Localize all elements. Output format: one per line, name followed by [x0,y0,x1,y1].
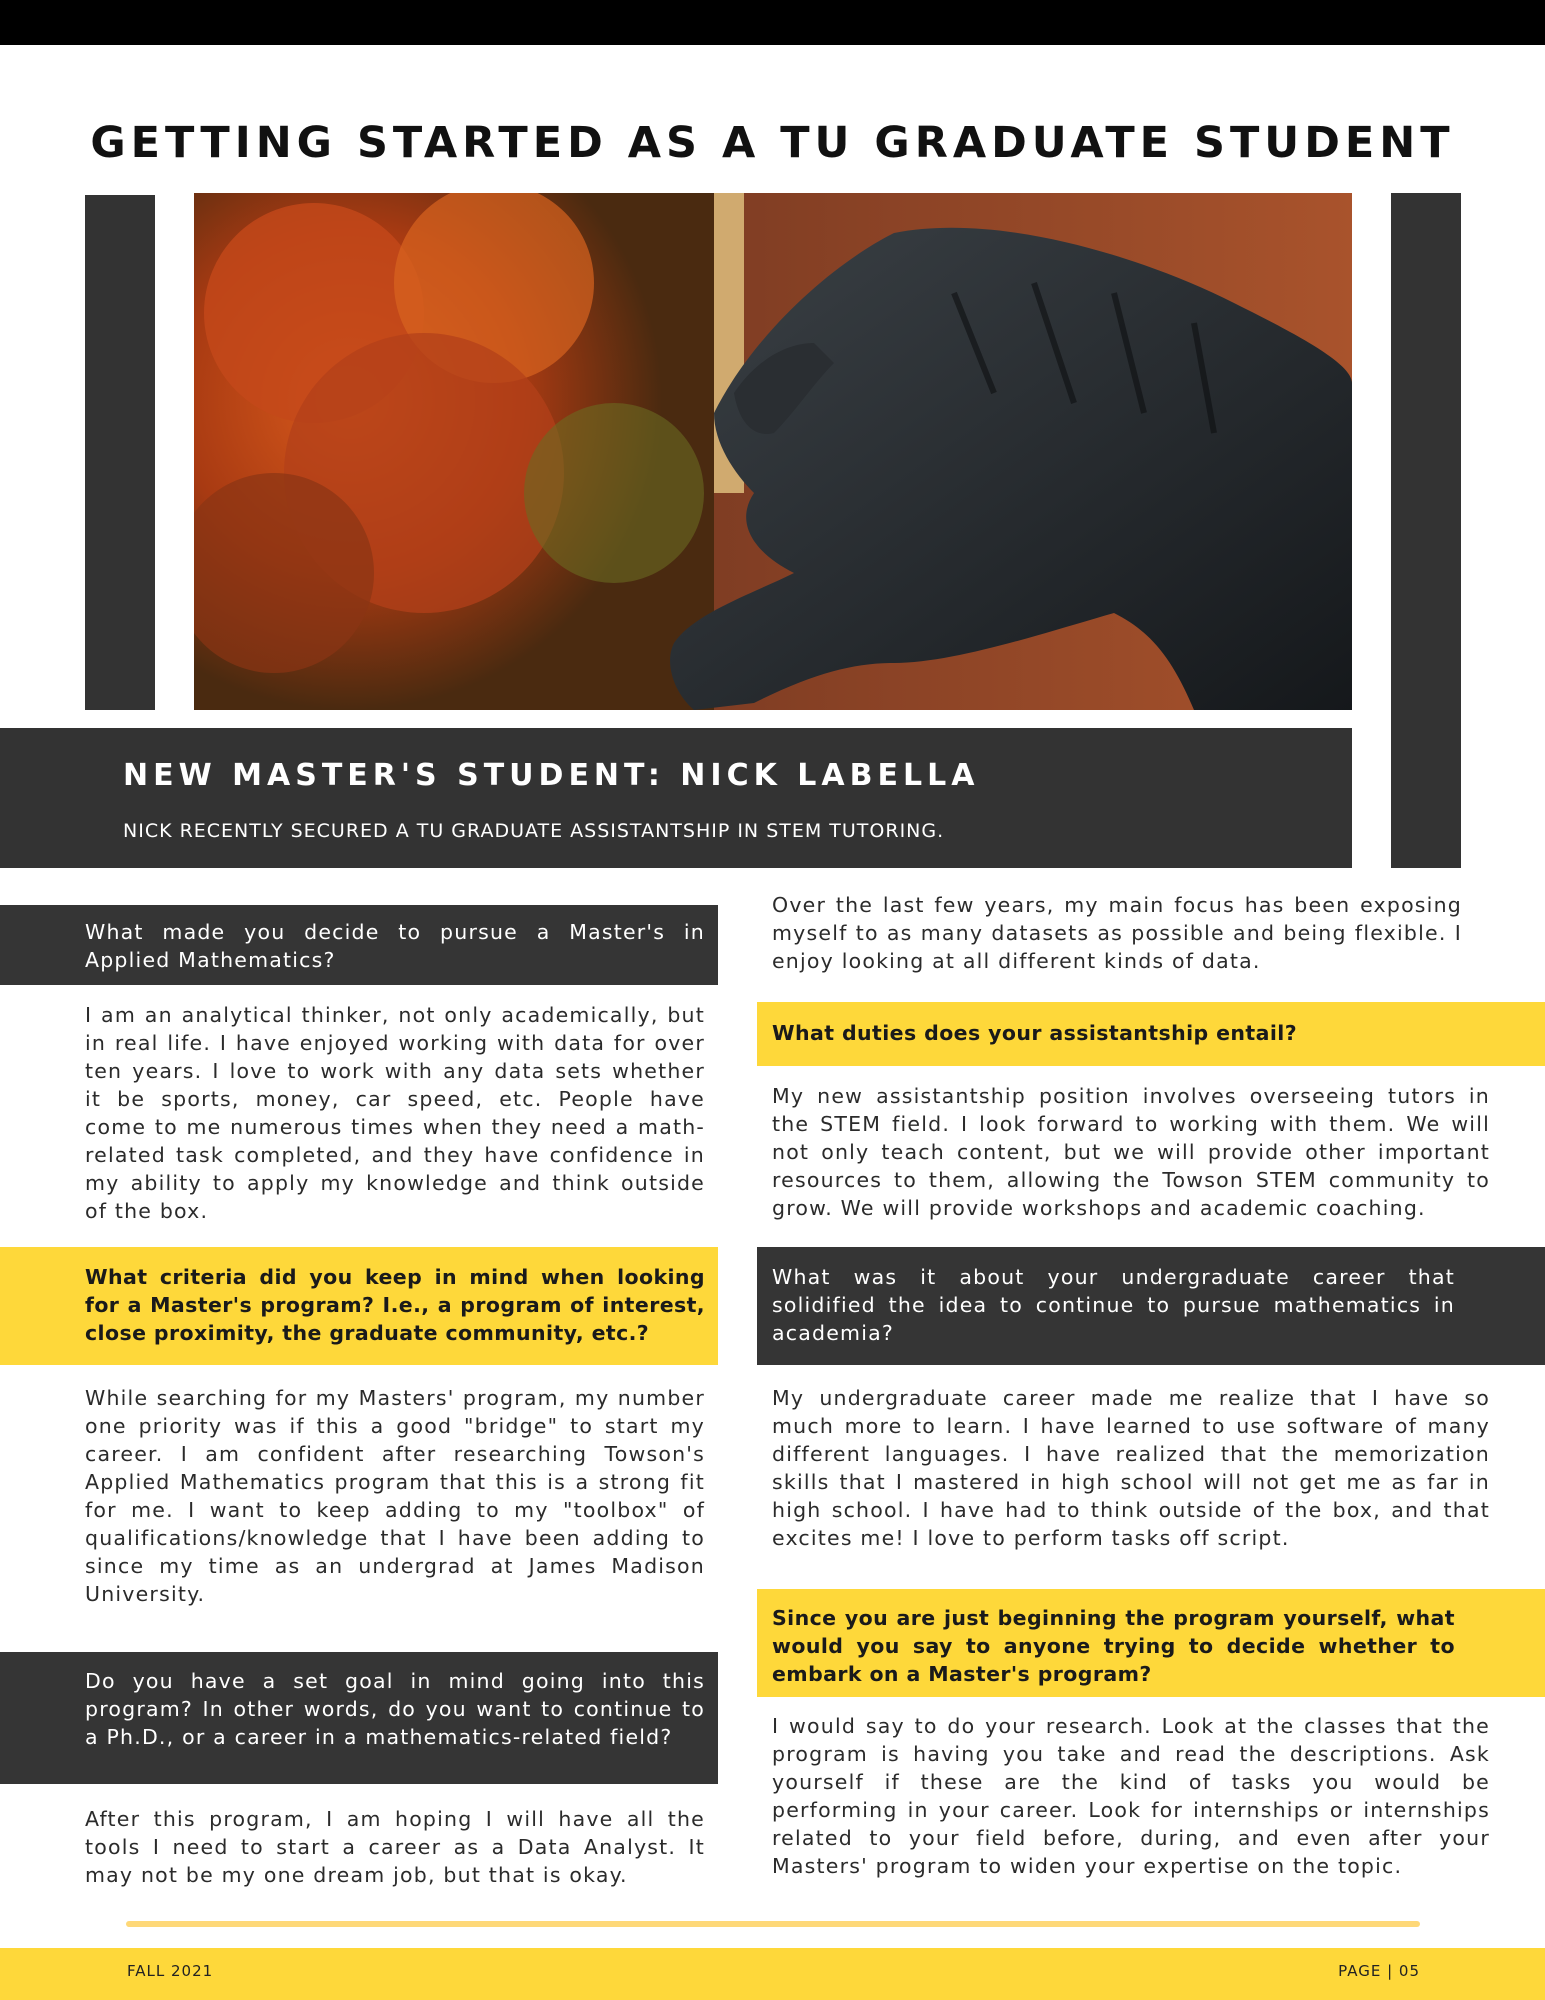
question-box [757,1589,1545,1697]
answer-text: After this program, I am hoping I will have all the tools I need to start a career as a Data Analyst. It may not be my one dream job, but that is okay. [85,1807,705,1887]
tiger-statue-photo [194,193,1352,710]
answer-text: My undergraduate career made me realize that I have so much more to learn. I have learned to use software of many different languages. I have realized that the memorization skills that I mastered in high school will not get me as far in high school. I have had to think outside of the box, and that excites me! I love to perform tasks off script. [772,1386,1490,1550]
question-box [757,1002,1545,1066]
answer-text: Over the last few years, my main focus has been exposing myself to as many datasets as possible and being flexible. I enjoy looking at all different kinds of data. [772,893,1462,973]
answer-text: I am an analytical thinker, not only academically, but in real life. I have enjoyed working with data for over ten years. I love to work with any data sets whether it be sports, money, car speed, etc. People have come to me numerous times when they need a math-related task completed, and they have confidence in my ability to apply my knowledge and think outside of the box. [85,1003,705,1223]
question-text: What duties does your assistantship entail? [772,1021,1298,1045]
footer-season: FALL 2021 [127,1962,214,1980]
question-text: Since you are just beginning the program yourself, what would you say to anyone trying to decide whether to embark on a Master's program? [772,1606,1455,1686]
question-text: What criteria did you keep in mind when looking for a Master's program? I.e., a program of interest, close proximity, the graduate community, etc.? [85,1265,705,1345]
question-box [0,905,718,985]
question-text: What was it about your undergraduate career that solidified the idea to continue to pursue mathematics in academia? [772,1265,1455,1345]
top-black-bar [0,0,1545,45]
student-subtitle: NICK RECENTLY SECURED A TU GRADUATE ASSISTANTSHIP IN STEM TUTORING. [123,820,945,842]
answer-text: While searching for my Masters' program, my number one priority was if this a good "bridge" to start my career. I am confident after researching Towson's Applied Mathematics program that this is a strong fit for me. I want to keep adding to my "toolbox" of qualifications/knowledge that I have been adding to since my time as an undergrad at James Madison University. [85,1386,705,1606]
question-box [0,1247,718,1365]
question-text: What made you decide to pursue a Master's in Applied Mathematics? [85,920,705,972]
footer-divider [126,1921,1420,1927]
footer-page-number: PAGE | 05 [1338,1962,1420,1980]
right-decorative-bar [1391,193,1461,868]
student-banner [0,728,1352,868]
question-box [0,1652,718,1784]
footer-bar [0,1948,1545,2000]
left-decorative-bar [85,195,155,710]
answer-text: I would say to do your research. Look at the classes that the program is having you take and read the descriptions. Ask yourself if these are the kind of tasks you would be performing in your career. Look for internships or internships related to your field before, during, and even after your Masters' program to widen your expertise on the topic. [772,1714,1490,1878]
question-text: Do you have a set goal in mind going into this program? In other words, do you want to continue to a Ph.D., or a career in a mathematics-related field? [85,1669,705,1749]
question-box [757,1247,1545,1365]
answer-text: My new assistantship position involves overseeing tutors in the STEM field. I look forward to working with them. We will not only teach content, but we will provide other important resources to them, allowing the Towson STEM community to grow. We will provide workshops and academic coaching. [772,1084,1490,1220]
page-title: GETTING STARTED AS A TU GRADUATE STUDENT [90,118,1455,168]
student-name-heading: NEW MASTER'S STUDENT: NICK LABELLA [123,758,980,793]
